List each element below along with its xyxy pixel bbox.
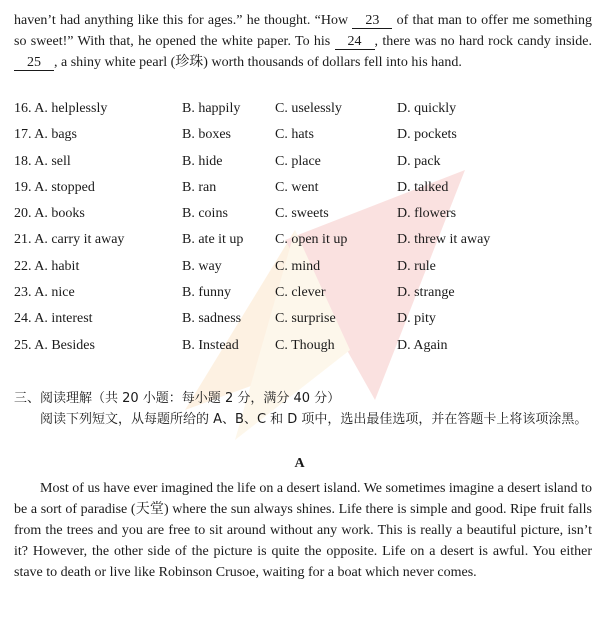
blank-25: 25	[14, 55, 54, 71]
blank-24: 24	[335, 34, 375, 50]
blank-23: 23	[352, 13, 392, 29]
option-a: 25. A. Besides	[14, 337, 95, 353]
option-d: D. threw it away	[397, 232, 491, 248]
option-c: C. open it up	[275, 232, 348, 248]
passage-text: , a shiny white pearl (珍珠) worth thousands of dollars fell into his hand.	[54, 55, 462, 70]
option-c: C. clever	[275, 285, 326, 301]
option-a: 23. A. nice	[14, 285, 75, 301]
question-row	[14, 149, 594, 175]
question-row	[14, 201, 594, 227]
option-a: 16. A. helplessly	[14, 101, 108, 116]
option-d: D. Again	[397, 337, 448, 353]
option-b: B. happily	[182, 101, 241, 116]
option-c: C. place	[275, 153, 321, 169]
option-b: B. ran	[182, 179, 217, 195]
option-a: 18. A. sell	[14, 153, 71, 169]
option-a: 22. A. habit	[14, 258, 80, 274]
option-a: 21. A. carry it away	[14, 232, 125, 248]
question-row	[14, 175, 594, 201]
reading-passage-a: Most of us have ever imagined the life on a desert island. We sometimes imagine a desert island to be a sort of paradise (天堂) where the sun always shines. Life there is simple and good. Ripe fruit falls from the trees and you are free to sit around without any work. This is really a beautiful picture, isn’t it? However, the other side of the picture is quite the opposite. Life on a desert is awful. You either stave to death or live like Robinson Crusoe, waiting for a boat which never comes.	[14, 481, 592, 580]
option-d: D. quickly	[397, 101, 457, 116]
option-c: C. hats	[275, 127, 314, 143]
option-c: C. uselessly	[275, 101, 342, 116]
option-b: B. Instead	[182, 337, 239, 353]
question-row	[14, 333, 594, 359]
option-b: B. hide	[182, 153, 223, 169]
section-heading: 三、阅读理解（共 20 小题：每小题 2 分，满分 40 分）	[14, 391, 341, 406]
option-a: 17. A. bags	[14, 127, 77, 143]
option-a: 24. A. interest	[14, 311, 93, 327]
option-b: B. ate it up	[182, 232, 244, 248]
question-row	[14, 306, 594, 332]
cloze-options-list	[14, 96, 594, 359]
section-instruction: 阅读下列短文，从每题所给的 A、B、C 和 D 项中，选出最佳选项，并在答题卡上将该项涂黑。	[40, 412, 588, 427]
option-b: B. sadness	[182, 311, 242, 327]
option-a: 20. A. books	[14, 206, 85, 222]
option-d: D. pack	[397, 153, 441, 169]
passage-text: haven’t had anything like this for ages.” he thought. “How	[14, 13, 349, 28]
option-d: D. pockets	[397, 127, 457, 143]
passage-label: A	[294, 456, 305, 471]
option-d: D. flowers	[397, 206, 457, 222]
option-c: C. sweets	[275, 206, 329, 222]
passage-text: of that man to offer me something so sweet!” With that, he opened the white paper. To his	[14, 13, 593, 49]
option-d: D. strange	[397, 285, 455, 301]
question-row	[14, 227, 594, 253]
question-row	[14, 122, 594, 148]
option-c: C. surprise	[275, 311, 336, 327]
option-b: B. way	[182, 258, 222, 274]
option-c: C. Though	[275, 337, 335, 353]
passage-text: , there was no hard rock candy inside.	[374, 34, 593, 49]
cloze-passage-end	[14, 10, 592, 73]
option-d: D. pity	[397, 311, 436, 327]
option-c: C. mind	[275, 258, 321, 274]
option-b: B. coins	[182, 206, 228, 222]
question-row	[14, 96, 594, 122]
option-b: B. funny	[182, 285, 231, 301]
option-c: C. went	[275, 179, 319, 195]
question-row	[14, 280, 594, 306]
option-a: 19. A. stopped	[14, 179, 95, 195]
option-d: D. talked	[397, 179, 449, 195]
question-row	[14, 254, 594, 280]
option-d: D. rule	[397, 258, 436, 274]
option-b: B. boxes	[182, 127, 231, 143]
